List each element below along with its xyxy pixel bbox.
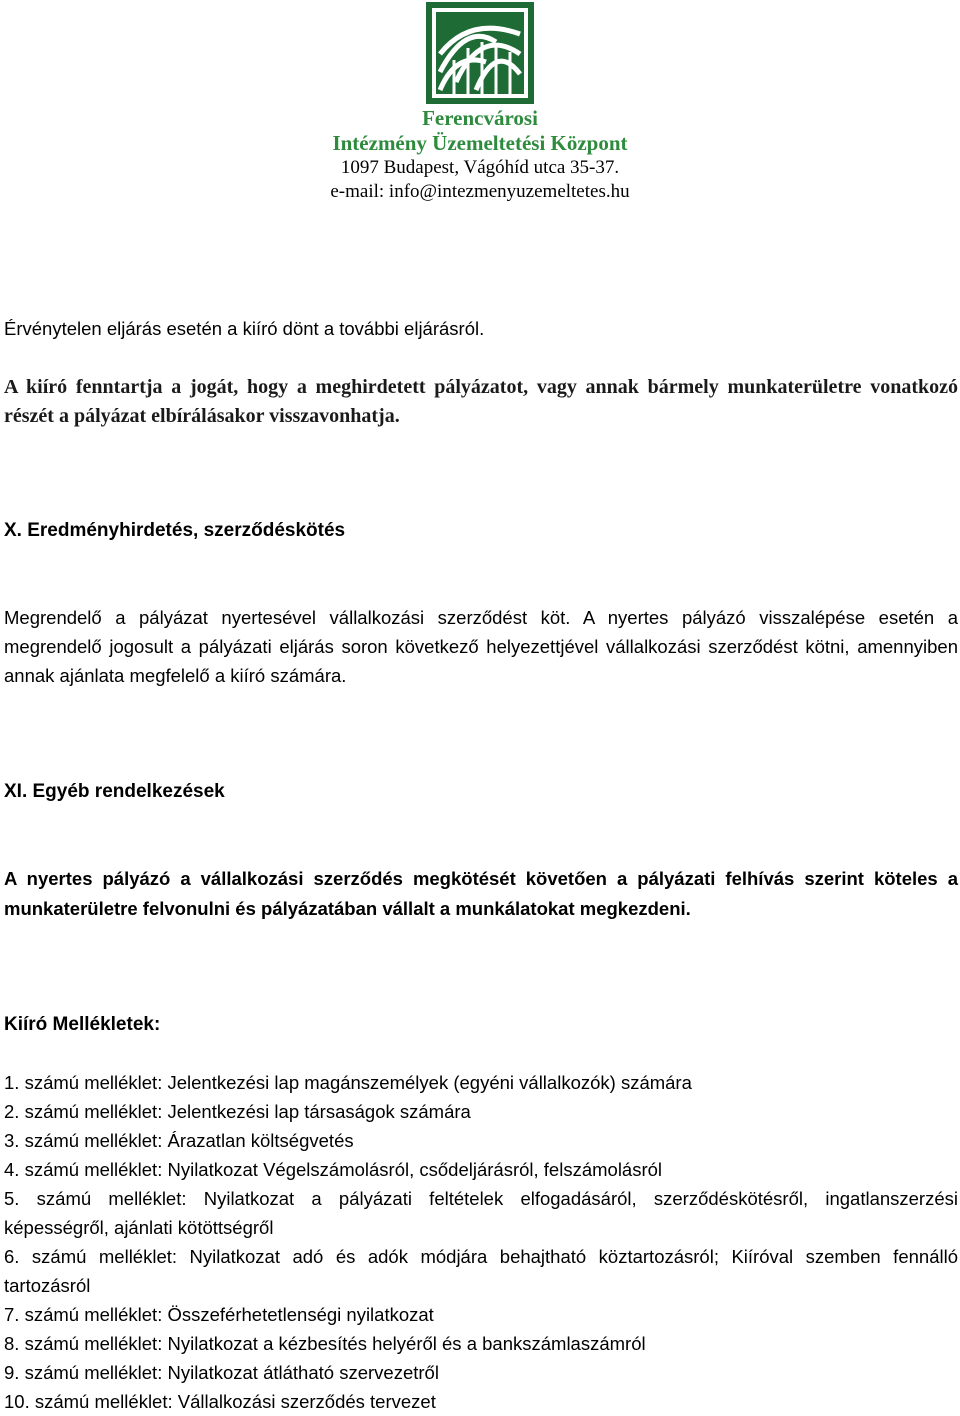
annex-item: 6. számú melléklet: Nyilatkozat adó és adók módjára behajtható köztartozásról; Kiíróval szemben fennálló tartozásról [4,1246,958,1296]
annex-item: 8. számú melléklet: Nyilatkozat a kézbesítés helyéről és a bankszámlaszámról [4,1333,646,1354]
section-x-text: Megrendelő a pályázat nyertesével vállalkozási szerződést köt. A nyertes pályázó visszalépése esetén a megrendelő jogosult a pályázati eljárás soron következő helyezettjével vállalkozási szerződést kötni, amennyiben annak ajánlata megfelelő a kiíró számára. [4,607,958,686]
annex-item: 7. számú melléklet: Összeférhetetlenségi nyilatkozat [4,1304,434,1325]
org-name-line1: Ferencvárosi [422,106,538,130]
letterhead [0,0,960,204]
section-xi-text: A nyertes pályázó a vállalkozási szerződés megkötését követően a pályázati felhívás szerint köteles a munkaterületre felvonulni és pályázatában vállalt a munkálatokat megkezdeni. [4,868,958,919]
org-address: 1097 Budapest, Vágóhíd utca 35-37. [340,157,620,178]
org-email: e-mail: info@intezmenyuzemeltetes.hu [330,181,630,202]
withdrawal-right-text: A kiíró fenntartja a jogát, hogy a meghirdetett pályázatot, vagy annak bármely munkaterületre vonatkozó részét a pályázat elbírálásakor visszavonhatja. [4,376,958,427]
section-xi-heading: XI. Egyéb rendelkezések [4,781,225,802]
annex-list [4,1068,958,1416]
institution-logo [426,2,534,104]
annex-item: 9. számú melléklet: Nyilatkozat átlátható szervezetről [4,1362,439,1383]
annex-item: 10. számú melléklet: Vállalkozási szerződés tervezet [4,1391,436,1412]
annex-item: 4. számú melléklet: Nyilatkozat Végelszámolásról, csődeljárásról, felszámolásról [4,1159,663,1180]
annex-item: 1. számú melléklet: Jelentkezési lap magánszemélyek (egyéni vállalkozók) számára [4,1072,692,1093]
org-name-line2: Intézmény Üzemeltetési Központ [332,131,628,155]
annex-item: 2. számú melléklet: Jelentkezési lap társaságok számára [4,1101,471,1122]
annex-item: 5. számú melléklet: Nyilatkozat a pályázati feltételek elfogadásáról, szerződéskötésről, ingatlanszerzési képességről, ajánlati kötöttségről [4,1188,958,1238]
invalid-procedure-text: Érvénytelen eljárás esetén a kiíró dönt a további eljárásról. [4,318,485,339]
annexes-heading: Kiíró Mellékletek: [4,1014,161,1035]
section-x-heading: X. Eredményhirdetés, szerződéskötés [4,520,346,541]
annex-item: 3. számú melléklet: Árazatlan költségvetés [4,1130,354,1151]
